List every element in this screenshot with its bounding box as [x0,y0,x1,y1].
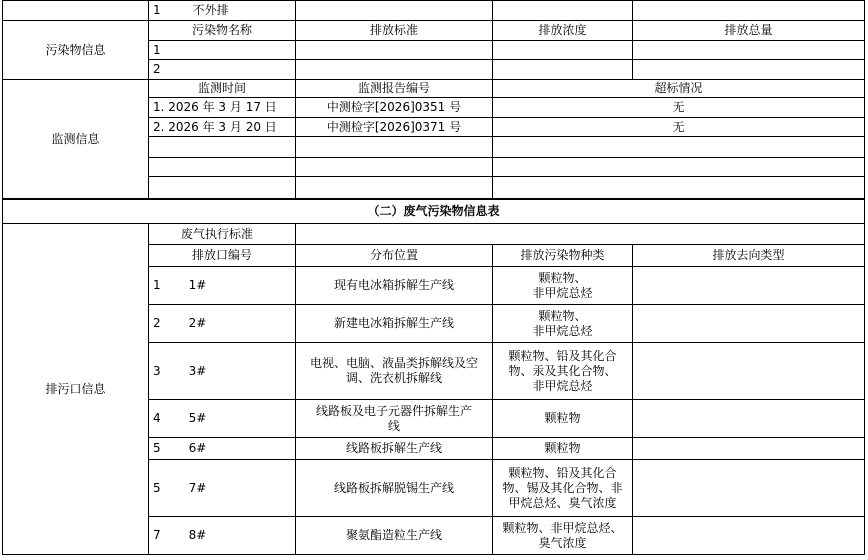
top-empty-cell [633,1,865,21]
monitoring-section-label: 监测信息 [3,80,149,199]
report-number: 中测检字[2026]0371 号 [296,118,493,137]
outlet-pollutants: 颗粒物、铅及其化合 物、汞及其化合物、 非甲烷总烃 [493,343,633,400]
outlet-id: 5 7# [149,460,296,517]
header-outlet-number: 排放口编号 [149,245,296,267]
row-number: 1 [149,41,296,60]
header-pollutant-types: 排放污染物种类 [493,245,633,267]
pollutant-section-label: 污染物信息 [3,21,149,80]
header-emission-standard: 排放标准 [296,21,493,41]
outlet-id: 3 3# [149,343,296,400]
header-discharge-type: 排放去向类型 [633,245,865,267]
outlet-pollutants: 颗粒物 [493,438,633,460]
exceed-status: 无 [493,118,865,137]
outlet-location: 电视、电脑、液晶类拆解线及空 调、洗衣机拆解线 [296,343,493,400]
table-title: （二）废气污染物信息表 [3,200,865,224]
header-emission-concentration: 排放浓度 [493,21,633,41]
outlet-id: 5 6# [149,438,296,460]
header-emission-total: 排放总量 [633,21,865,41]
outlet-location: 线路板拆解生产线 [296,438,493,460]
outlet-id: 4 5# [149,400,296,438]
top-empty-cell [296,1,493,21]
exhaust-gas-table [2,199,865,555]
top-option-cell: 1 不外排 [149,1,296,21]
monitoring-time: 2. 2026 年 3 月 20 日 [149,118,296,137]
outlet-pollutants: 颗粒物、非甲烷总烃、 臭气浓度 [493,517,633,555]
header-exceed-status: 超标情况 [493,80,865,98]
outlet-location: 线路板及电子元器件拆解生产 线 [296,400,493,438]
outlet-pollutants: 颗粒物、铅及其化合 物、锡及其化合物、非 甲烷总烃、臭气浓度 [493,460,633,517]
outlet-pollutants: 颗粒物、 非甲烷总烃 [493,267,633,305]
outlet-location: 现有电冰箱拆解生产线 [296,267,493,305]
outlet-location: 聚氨酯造粒生产线 [296,517,493,555]
outlet-location: 线路板拆解脱锡生产线 [296,460,493,517]
gas-standard-label: 废气执行标准 [149,224,296,245]
report-number: 中测检字[2026]0351 号 [296,98,493,118]
outlet-section-label: 排污口信息 [3,224,149,555]
pollution-monitoring-table [2,0,865,199]
header-monitoring-time: 监测时间 [149,80,296,98]
exceed-status: 无 [493,98,865,118]
top-empty-cell [493,1,633,21]
outlet-id: 7 8# [149,517,296,555]
outlet-pollutants: 颗粒物 [493,400,633,438]
outlet-id: 1 1# [149,267,296,305]
top-blank-cell [3,1,149,21]
row-number: 2 [149,60,296,80]
header-location: 分布位置 [296,245,493,267]
outlet-pollutants: 颗粒物、 非甲烷总烃 [493,305,633,343]
header-pollutant-name: 污染物名称 [149,21,296,41]
monitoring-time: 1. 2026 年 3 月 17 日 [149,98,296,118]
outlet-location: 新建电冰箱拆解生产线 [296,305,493,343]
header-report-number: 监测报告编号 [296,80,493,98]
gas-standard-value [296,224,865,245]
outlet-id: 2 2# [149,305,296,343]
